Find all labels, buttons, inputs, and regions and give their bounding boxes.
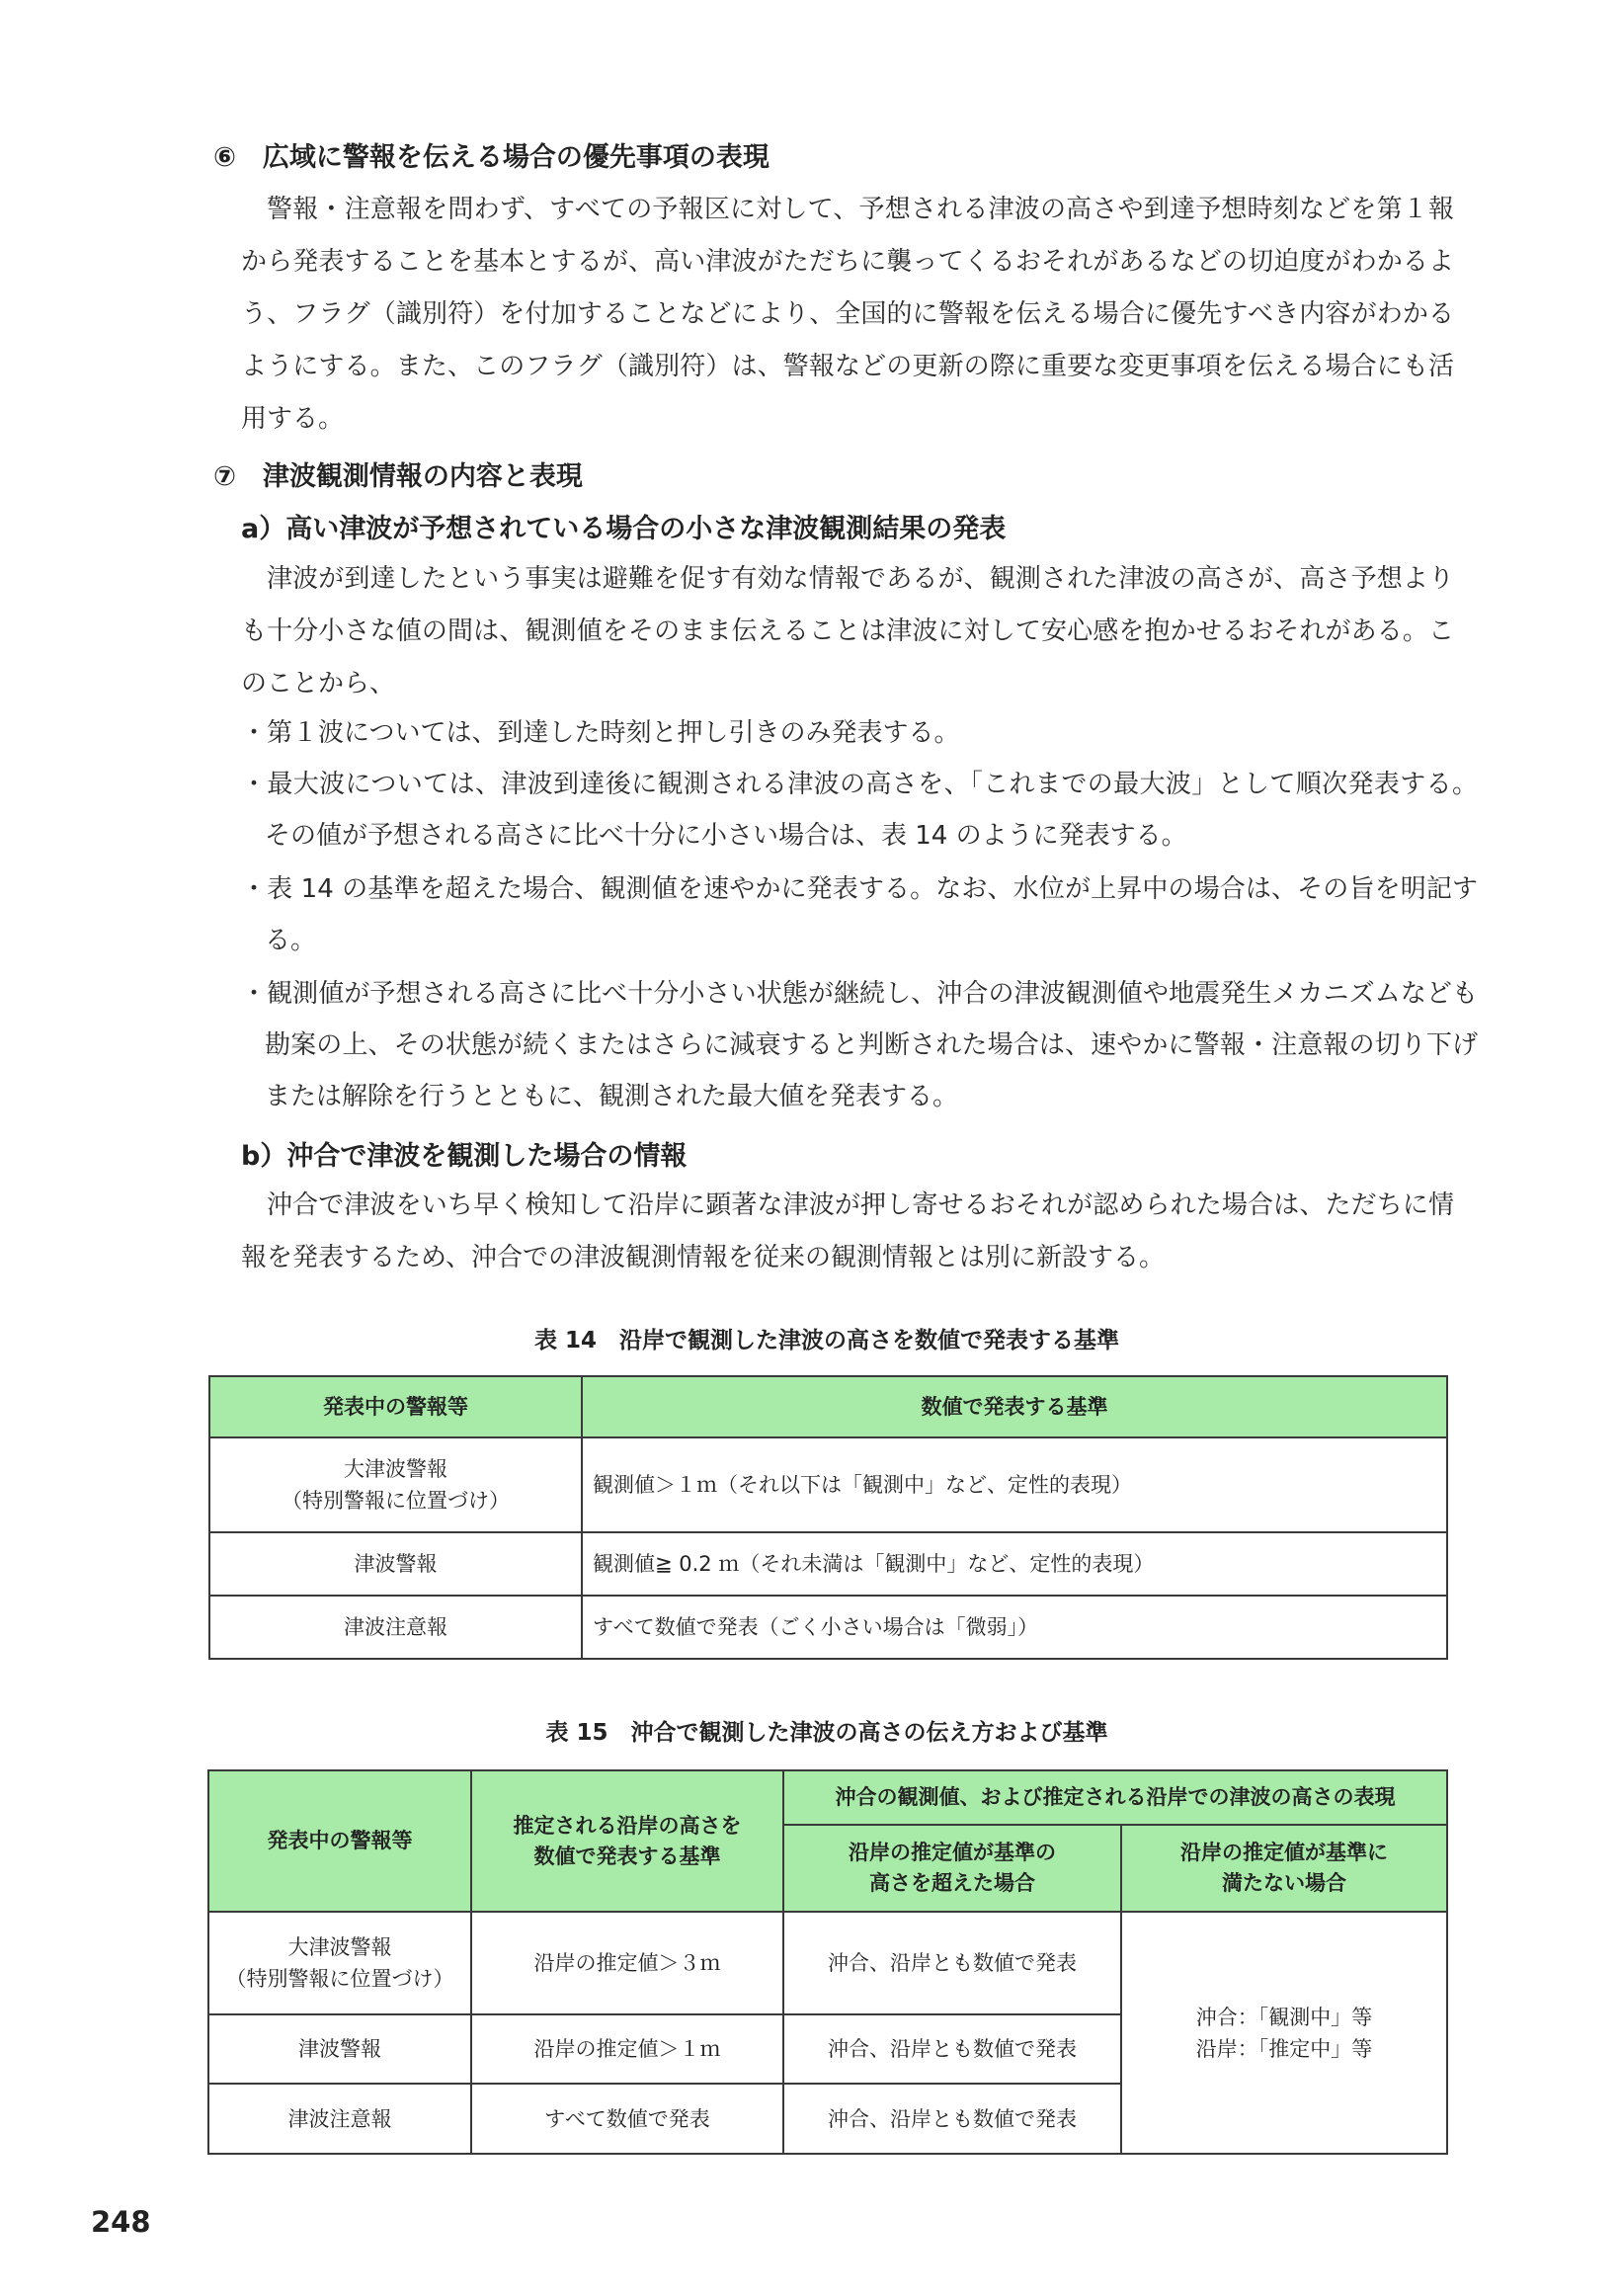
- table-header-group-cell: 沖合の観測値、および推定される沿岸での津波の高さの表現: [783, 1770, 1447, 1825]
- bullet-item: ・観測値が予想される高さに比べ十分小さい状態が継続し、沖合の津波観測値や地震発生メカニズムなども勘案の上、その状態が続くまたはさらに減衰すると判断された場合は、速やかに警報・注意報の切り下げまたは解除を行うとともに、観測された最大値を発表する。: [241, 979, 1478, 1111]
- exceed-expression-cell: 沖合、沿岸とも数値で発表: [783, 2084, 1121, 2154]
- table-14-caption: 表 14 沿岸で観測した津波の高さを数値で発表する基準: [533, 1328, 1119, 1353]
- section-7b-paragraph: 沖合で津波をいち早く検知して沿岸に顕著な津波が押し寄せるおそれが認められた場合は、ただちに情報を発表するため、沖合での津波観測情報を従来の観測情報とは別に新設する。: [241, 1190, 1454, 1272]
- table-header-cell: 発表中の警報等: [208, 1770, 471, 1912]
- section-7-heading: ⑦ 津波観測情報の内容と表現: [213, 461, 583, 492]
- warning-level-name: 大津波警報: [287, 1935, 392, 1959]
- warning-level-name: 津波警報: [354, 1552, 438, 1576]
- bullet-item: ・表 14 の基準を超えた場合、観測値を速やかに発表する。なお、水位が上昇中の場合は、その旨を明記する。: [241, 874, 1478, 955]
- below-expression-line: 沿岸：「推定中」等: [1195, 2036, 1373, 2061]
- header-text-line: 推定される沿岸の高さを: [513, 1813, 742, 1838]
- warning-level-name: 大津波警報: [344, 1457, 447, 1481]
- header-text-line: 高さを超えた場合: [869, 1871, 1035, 1895]
- table-15-caption: 表 15 沖合で観測した津波の高さの伝え方および基準: [545, 1720, 1108, 1746]
- table-row: [209, 1437, 1447, 1532]
- warning-level-note: （特別警報に位置づけ）: [225, 1967, 454, 1991]
- table-header-cell: [783, 1825, 1121, 1912]
- criteria-cell: 観測値≧ 0.2 ｍ（それ未満は「観測中」など、定性的表現）: [582, 1532, 1447, 1596]
- table-header-cell: 発表中の警報等: [209, 1376, 582, 1437]
- warning-level-cell: [209, 1437, 582, 1532]
- criteria-cell: 観測値＞１ｍ（それ以下は「観測中」など、定性的表現）: [582, 1437, 1447, 1532]
- section-7a-heading: a）高い津波が予想されている場合の小さな津波観測結果の発表: [241, 514, 1007, 544]
- warning-level-cell: [209, 1532, 582, 1596]
- table-header-row: [208, 1770, 1447, 1825]
- table-header-cell: [1121, 1825, 1447, 1912]
- criteria-cell: すべて数値で発表: [471, 2084, 783, 2154]
- table-header-row: [209, 1376, 1447, 1437]
- criteria-cell: 沿岸の推定値＞１ｍ: [471, 2014, 783, 2084]
- warning-level-name: 津波注意報: [344, 1615, 447, 1639]
- table-row: [209, 1532, 1447, 1596]
- section-7b-heading: b）沖合で津波を観測した場合の情報: [241, 1141, 688, 1172]
- section-6-heading: ⑥ 広域に警報を伝える場合の優先事項の表現: [213, 142, 770, 173]
- warning-level-cell: [208, 1912, 471, 2014]
- table-header-cell: 数値で発表する基準: [582, 1376, 1447, 1437]
- exceed-expression-cell: 沖合、沿岸とも数値で発表: [783, 2014, 1121, 2084]
- table-15: [207, 1769, 1448, 2155]
- bullet-item: ・第１波については、到達した時刻と押し引きのみ発表する。: [241, 718, 960, 748]
- section-6-paragraph: 警報・注意報を問わず、すべての予報区に対して、予想される津波の高さや到達予想時刻などを第１報から発表することを基本とするが、高い津波がただちに襲ってくるおそれがあるなどの切迫度がわかるよう、フラグ（識別符）を付加することなどにより、全国的に警報を伝える場合に優先すべき内容がわかるようにする。また、このフラグ（識別符）は、警報などの更新の際に重要な変更事項を伝える場合にも活用する。: [241, 195, 1454, 434]
- table-14: [208, 1375, 1448, 1660]
- criteria-cell: 沿岸の推定値＞３ｍ: [471, 1912, 783, 2014]
- header-text-line: 沿岸の推定値が基準の: [849, 1841, 1056, 1864]
- table-header-cell: [471, 1770, 783, 1912]
- table-row: [208, 1912, 1447, 2014]
- header-text-line: 数値で発表する基準: [533, 1844, 721, 1868]
- warning-level-cell: [208, 2014, 471, 2084]
- below-expression-cell: [1121, 1912, 1447, 2154]
- section-7a-paragraph: 津波が到達したという事実は避難を促す有効な情報であるが、観測された津波の高さが、高さ予想よりも十分小さな値の間は、観測値をそのまま伝えることは津波に対して安心感を抱かせるおそれがある。このことから、: [241, 564, 1454, 698]
- warning-level-note: （特別警報に位置づけ）: [282, 1489, 510, 1513]
- warning-level-cell: [208, 2084, 471, 2154]
- warning-level-name: 津波注意報: [287, 2106, 392, 2131]
- below-expression-line: 沖合：「観測中」等: [1195, 2005, 1373, 2029]
- bullet-item: ・最大波については、津波到達後に観測される津波の高さを、「これまでの最大波」として順次発表する。その値が予想される高さに比べ十分に小さい場合は、表 14 のように発表する。: [241, 770, 1478, 851]
- page-number: 248: [91, 2205, 151, 2239]
- warning-level-name: 津波警報: [298, 2037, 381, 2061]
- header-text-line: 満たない場合: [1222, 1871, 1346, 1895]
- header-text-line: 沿岸の推定値が基準に: [1180, 1841, 1388, 1864]
- table-row: [209, 1596, 1447, 1659]
- criteria-cell: すべて数値で発表（ごく小さい場合は「微弱」）: [582, 1596, 1447, 1659]
- exceed-expression-cell: 沖合、沿岸とも数値で発表: [783, 1912, 1121, 2014]
- warning-level-cell: [209, 1596, 582, 1659]
